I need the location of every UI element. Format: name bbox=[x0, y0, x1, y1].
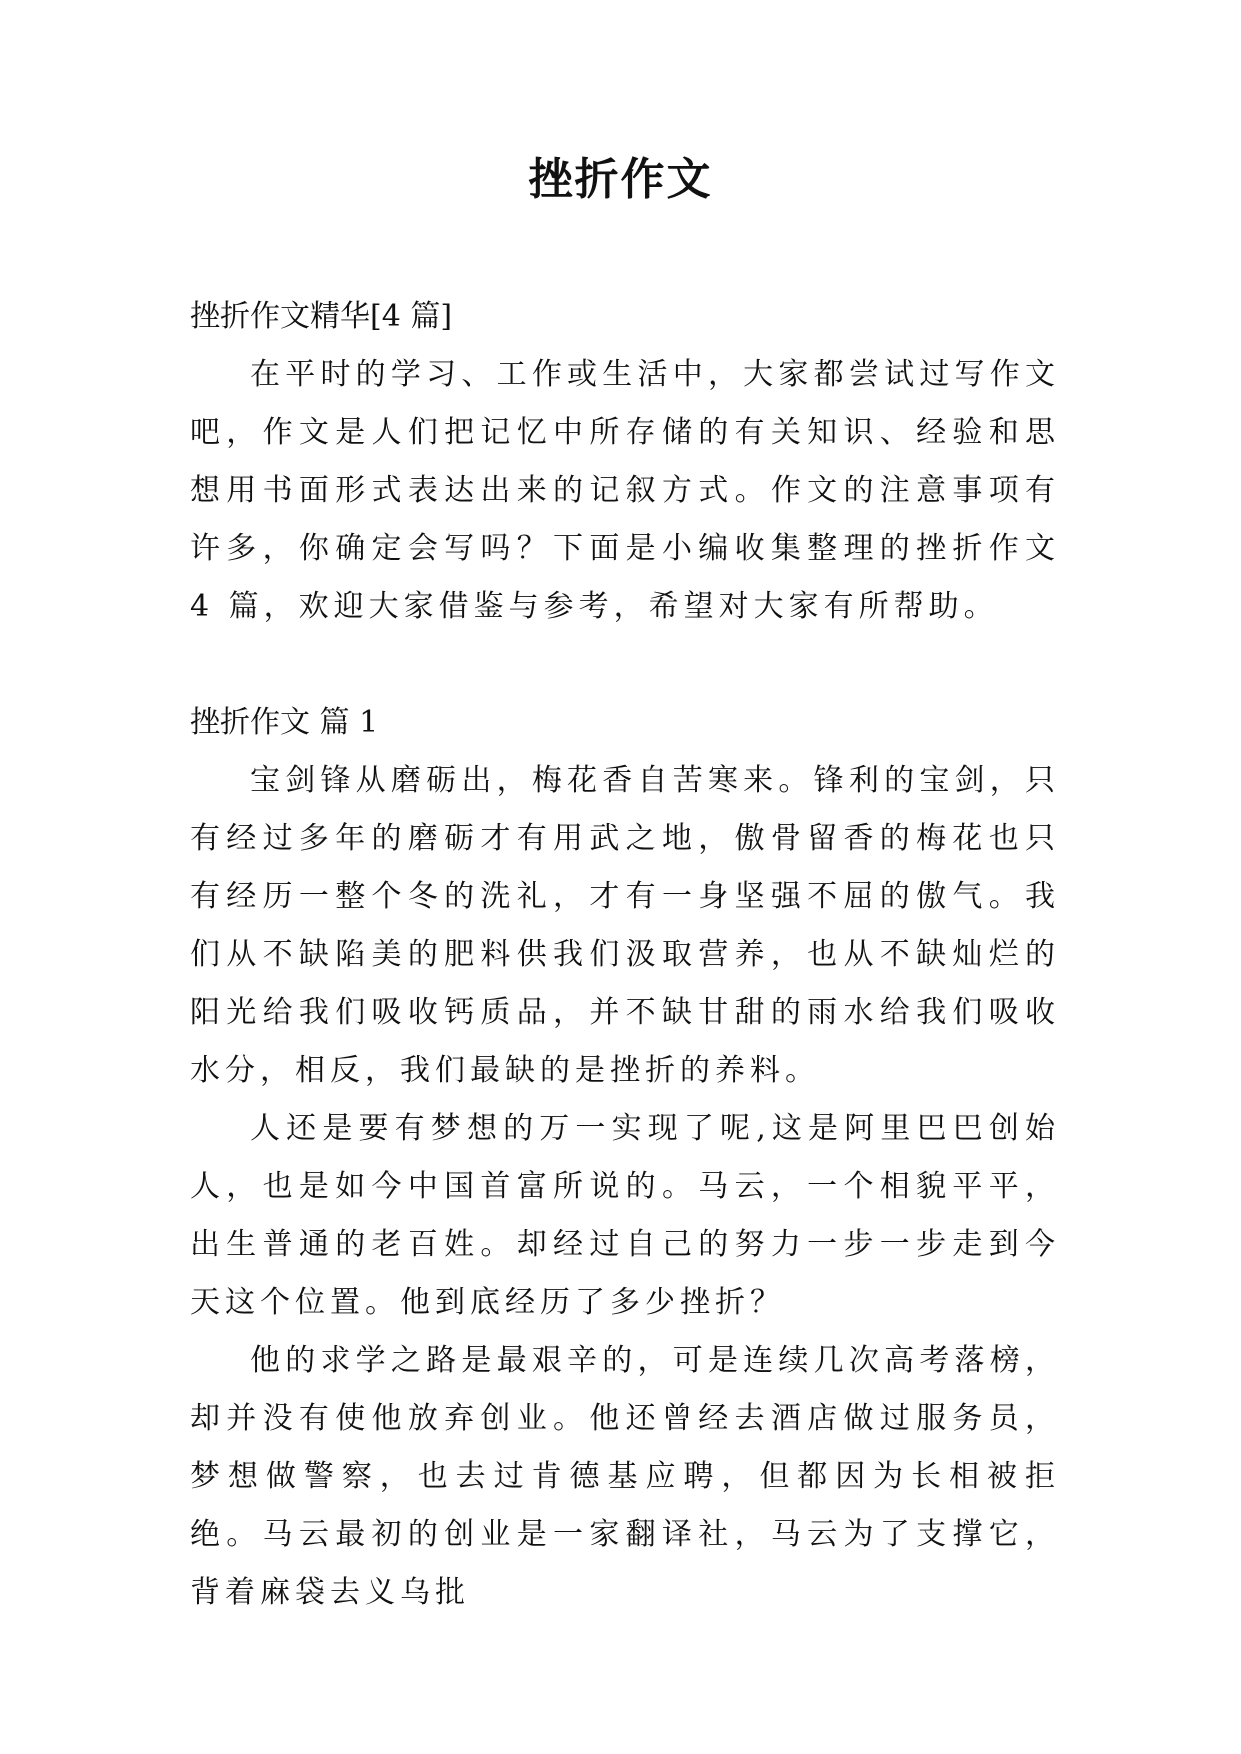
section-1-paragraph-1: 宝剑锋从磨砺出，梅花香自苦寒来。锋利的宝剑，只有经过多年的磨砺才有用武之地，傲骨留香的梅花也只有经历一整个冬的洗礼，才有一身坚强不屈的傲气。我们从不缺陷美的肥料供我们汲取营养，也从不缺灿烂的阳光给我们吸收钙质品，并不缺甘甜的雨水给我们吸收水分，相反，我们最缺的是挫折的养料。 bbox=[190, 763, 1060, 1088]
section-1-paragraph-3: 他的求学之路是最艰辛的，可是连续几次高考落榜，却并没有使他放弃创业。他还曾经去酒店做过服务员，梦想做警察，也去过肯德基应聘，但都因为长相被拒绝。马云最初的创业是一家翻译社，马云为了支撑它，背着麻袋去义乌批 bbox=[190, 1343, 1060, 1610]
section-spacer bbox=[190, 636, 1060, 694]
intro-heading: 挫折作文精华[4 篇] bbox=[190, 299, 453, 334]
intro-paragraph: 在平时的学习、工作或生活中，大家都尝试过写作文吧，作文是人们把记忆中所存储的有关知识、经验和思想用书面形式表达出来的记叙方式。作文的注意事项有许多，你确定会写吗？下面是小编收集整理的挫折作文 4 篇，欢迎大家借鉴与参考，希望对大家有所帮助。 bbox=[190, 357, 1060, 624]
section-1-heading: 挫折作文 篇 1 bbox=[190, 705, 379, 740]
document-body bbox=[190, 288, 1060, 1622]
section-1-paragraph-2: 人还是要有梦想的万一实现了呢,这是阿里巴巴创始人，也是如今中国首富所说的。马云，一个相貌平平，出生普通的老百姓。却经过自己的努力一步一步走到今天这个位置。他到底经历了多少挫折？ bbox=[190, 1111, 1060, 1320]
document-title: 挫折作文 bbox=[528, 154, 713, 205]
